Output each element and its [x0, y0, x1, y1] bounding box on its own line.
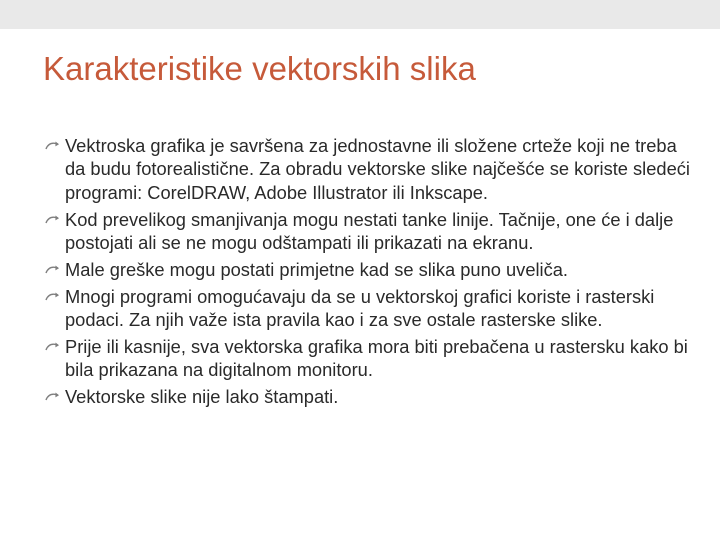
curved-arrow-bullet-icon: [43, 335, 63, 358]
bullet-item: [43, 385, 693, 408]
curved-arrow-bullet-icon: [43, 134, 63, 157]
bullet-text: Vektorske slike nije lako štampati.: [65, 386, 339, 408]
bullet-list: [43, 134, 693, 412]
bullet-text: Prije ili kasnije, sva vektorska grafika mora biti prebačena u rastersku kako bi bila prikazana na digitalnom monitoru.: [65, 336, 688, 381]
slide-title: Karakteristike vektorskih slika: [43, 50, 476, 87]
bullet-item: [43, 134, 693, 204]
top-decorative-bar: [0, 0, 720, 29]
curved-arrow-bullet-icon: [43, 385, 63, 408]
bullet-text: Mnogi programi omogućavaju da se u vektorskoj grafici koriste i rasterski podaci. Za njih važe ista pravila kao i za sve ostale rasterske slike.: [65, 285, 655, 331]
bullet-text: Male greške mogu postati primjetne kad se slika puno uveliča.: [65, 258, 568, 280]
curved-arrow-bullet-icon: [43, 258, 63, 281]
bullet-item: [43, 285, 693, 332]
bullet-item: [43, 258, 693, 281]
curved-arrow-bullet-icon: [43, 208, 63, 231]
bullet-text: Vektroska grafika je savršena za jednostavne ili složene crteže koji ne treba da budu fotorealistične. Za obradu vektorske slike najčešće se koriste sledeći programi: CorelDRAW, Adobe Illustrator ili Inkscape.: [65, 135, 690, 203]
bullet-item: [43, 208, 693, 255]
curved-arrow-bullet-icon: [43, 285, 63, 308]
bullet-text: Kod prevelikog smanjivanja mogu nestati tanke linije. Tačnije, one će i dalje postojati ali se ne mogu odštampati ili prikazati na ekranu.: [65, 208, 674, 253]
bullet-item: [43, 335, 693, 382]
